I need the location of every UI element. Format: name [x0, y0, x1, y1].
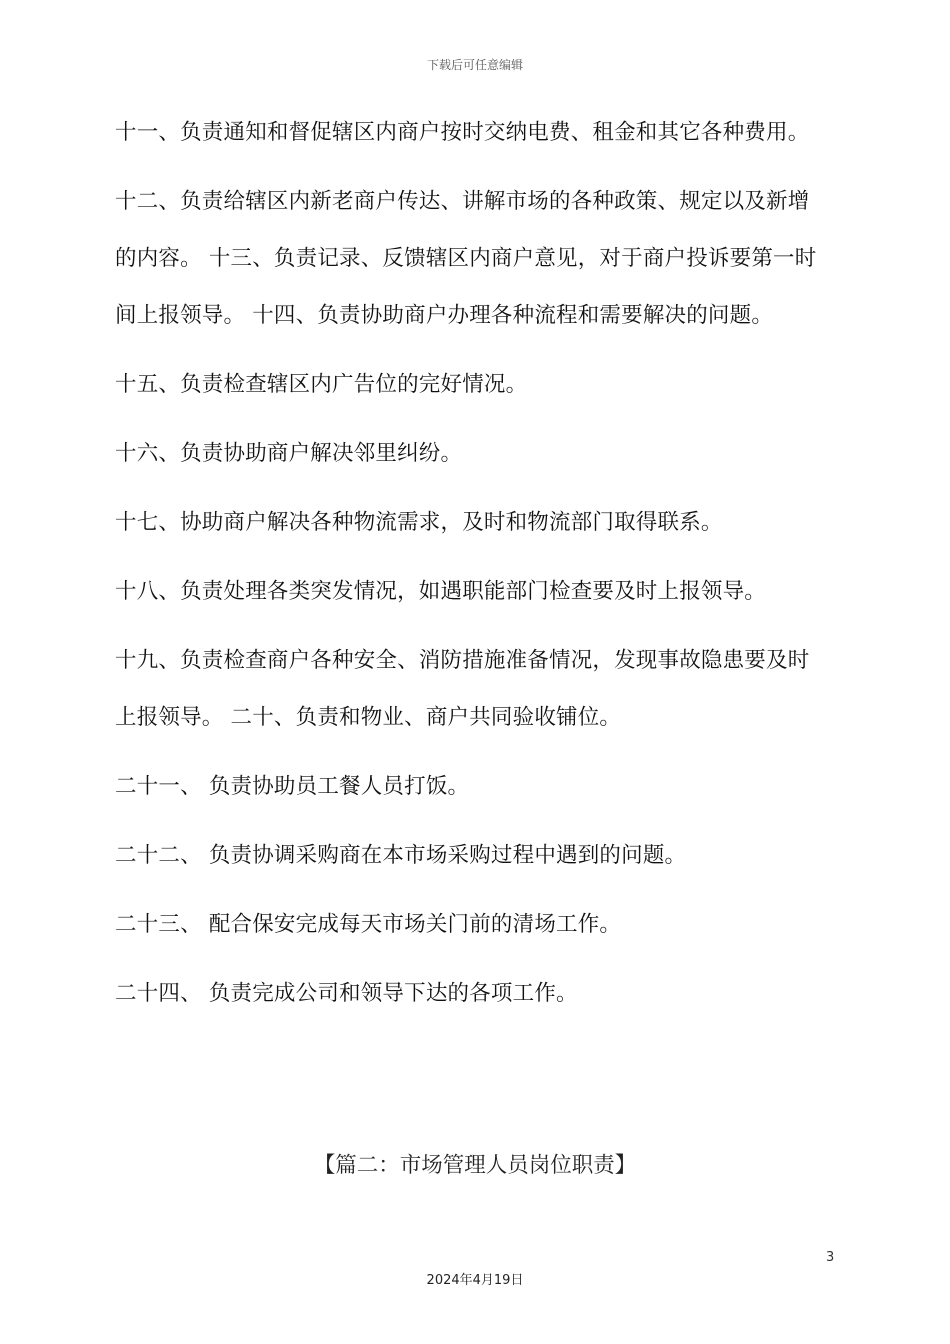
page-footer-date: 2024年4月19日: [426, 1273, 524, 1288]
paragraph-item-17: 十七、协助商户解决各种物流需求，及时和物流部门取得联系。: [115, 510, 723, 535]
paragraph-item-12-14: 十二、负责给辖区内新老商户传达、讲解市场的各种政策、规定以及新增的内容。 十三、负责记录、反馈辖区内商户意见，对于商户投诉要第一时间上报领导。 十四、负责协助商户办理各种流程和需要解决的问题。: [115, 189, 817, 328]
paragraph-item-22: 二十二、 负责协调采购商在本市场采购过程中遇到的问题。: [115, 843, 687, 868]
paragraph-item-11: 十一、负责通知和督促辖区内商户按时交纳电费、租金和其它各种费用。: [115, 120, 810, 145]
paragraph-item-18: 十八、负责处理各类突发情况，如遇职能部门检查要及时上报领导。: [115, 579, 767, 604]
paragraph-item-24: 二十四、 负责完成公司和领导下达的各项工作。: [115, 981, 578, 1006]
document-body: [115, 104, 825, 1034]
paragraph-item-15: 十五、负责检查辖区内广告位的完好情况。: [115, 372, 528, 397]
page-number: 3: [826, 1250, 835, 1265]
paragraph-item-23: 二十三、 配合保安完成每天市场关门前的清场工作。: [115, 912, 622, 937]
paragraph-item-19-20: 十九、负责检查商户各种安全、消防措施准备情况，发现事故隐患要及时上报领导。 二十、负责和物业、商户共同验收铺位。: [115, 648, 810, 730]
paragraph-item-16: 十六、负责协助商户解决邻里纠纷。: [115, 441, 463, 466]
paragraph-item-21: 二十一、 负责协助员工餐人员打饭。: [115, 774, 470, 799]
section-heading: 【篇二：市场管理人员岗位职责】: [313, 1153, 637, 1178]
page-header: 下载后可任意编辑: [426, 58, 523, 72]
